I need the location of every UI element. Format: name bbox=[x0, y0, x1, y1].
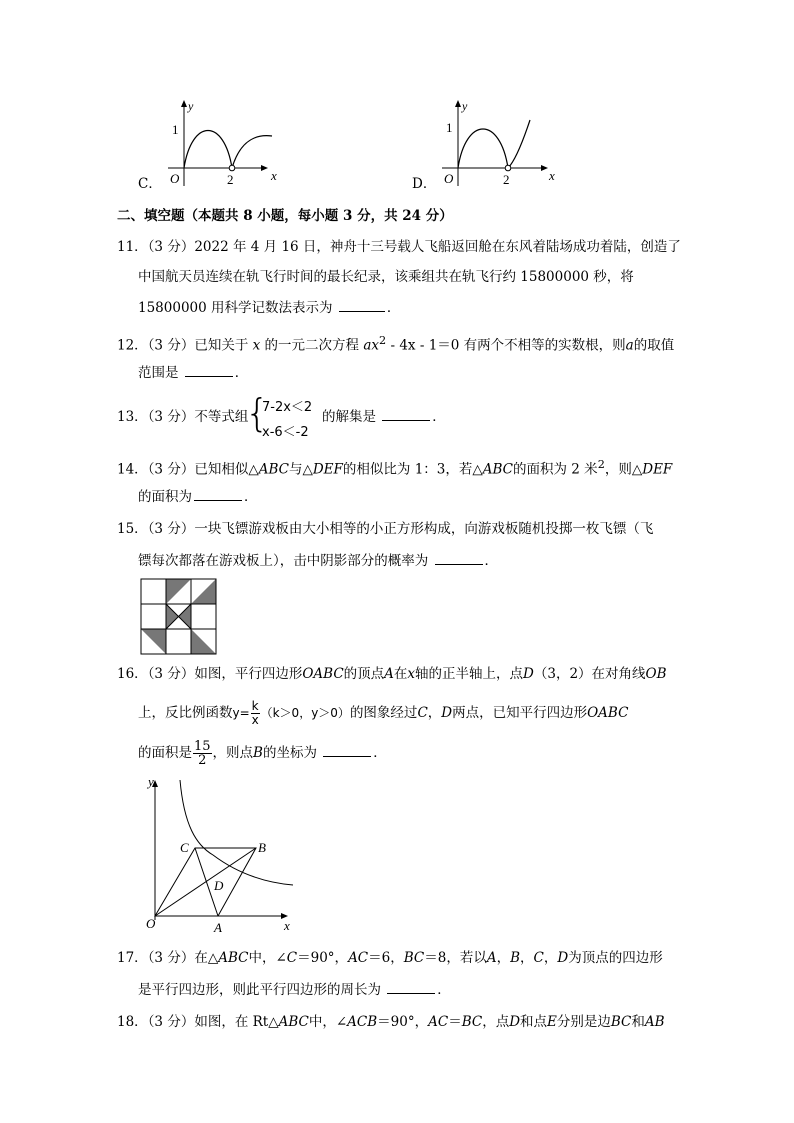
q17-text: ＝90°， bbox=[297, 950, 349, 966]
inequality-1: 7-2x＜2 bbox=[262, 400, 313, 415]
point-d: D bbox=[441, 705, 453, 721]
answer-blank bbox=[339, 310, 385, 312]
option-c-graph bbox=[138, 98, 288, 193]
open-point bbox=[505, 165, 511, 171]
point-b: B bbox=[510, 950, 521, 966]
q14-mid1: 与△ bbox=[288, 461, 313, 478]
q16-line2 bbox=[138, 700, 628, 727]
q15-text2: 镖每次都落在游戏板上），击中阴影部分的概率为 bbox=[138, 553, 429, 569]
point-a: A bbox=[486, 950, 497, 966]
q16-text: 的面积是 bbox=[138, 745, 192, 761]
func-y: y= bbox=[232, 706, 250, 720]
q17-text: 在△ bbox=[194, 950, 219, 966]
q13-number: 13． bbox=[117, 409, 148, 425]
q13-post: 的解集是 bbox=[322, 409, 376, 425]
q11-number: 11． bbox=[117, 239, 148, 255]
q12-score: （3 分） bbox=[147, 337, 195, 354]
option-c-label: C． bbox=[138, 176, 162, 192]
q15-line2 bbox=[138, 551, 498, 571]
point-a: A bbox=[384, 666, 394, 682]
q17-line1 bbox=[117, 948, 663, 968]
q17-comma: ， bbox=[543, 950, 558, 966]
q18-line1 bbox=[117, 1012, 665, 1032]
q18-and: 和 bbox=[631, 1014, 645, 1030]
q16-text: 的坐标为 bbox=[262, 745, 317, 761]
q16-score: （3 分） bbox=[147, 666, 195, 682]
q12-mid: 的一元二次方程 bbox=[264, 337, 360, 354]
q18-text: 如图，在 Rt△ bbox=[194, 1014, 279, 1030]
exp-2: 2 bbox=[379, 334, 387, 347]
q18-text: 中，∠ bbox=[308, 1014, 348, 1030]
q12-end: ． bbox=[234, 365, 249, 381]
section-title: 二、填空题（本题共 8 小题，每小题 3 分，共 24 分） bbox=[117, 208, 453, 224]
system-brace: { bbox=[245, 391, 270, 435]
q16-text: 在 bbox=[393, 666, 408, 682]
side-bc: BC bbox=[610, 1014, 632, 1030]
frac-numerator: k bbox=[251, 699, 259, 713]
q16-line1 bbox=[117, 664, 667, 684]
q13-pre: 不等式组 bbox=[194, 409, 249, 425]
q17-score: （3 分） bbox=[147, 950, 195, 966]
option-d-label: D． bbox=[412, 176, 437, 192]
angle-acb: ACB bbox=[347, 1014, 378, 1030]
diagonal-ob bbox=[155, 848, 256, 916]
q11-score: （3 分） bbox=[147, 239, 195, 255]
q14-pre: 已知相似△ bbox=[194, 461, 259, 478]
q11-line2: 中国航天员连续在轨飞行时间的最长纪录，该乘组共在轨飞行约 15800000 秒，将 bbox=[138, 269, 634, 285]
para-oabc: OABC bbox=[302, 666, 344, 682]
frac-denominator: x bbox=[251, 713, 259, 727]
option-d-graph bbox=[412, 98, 562, 193]
q16-text: 上，反比例函数 bbox=[138, 705, 233, 721]
option-d bbox=[412, 98, 562, 193]
x-arrow bbox=[261, 165, 268, 171]
side-ac: AC bbox=[348, 950, 369, 966]
q12-eq: - 4x - 1＝0 有两个不相等的实数根，则 bbox=[386, 337, 626, 354]
q16-text: 如图，平行四边形 bbox=[194, 666, 303, 682]
q16-text: 的图象经过 bbox=[349, 705, 418, 721]
q14-text2: 的面积为 bbox=[138, 489, 192, 505]
option-c bbox=[138, 98, 288, 193]
q16-text: （3，2）在对角线 bbox=[533, 666, 646, 682]
tri-def2: DEF bbox=[642, 461, 673, 478]
c-label: C bbox=[180, 840, 189, 855]
q17-comma: ， bbox=[496, 950, 511, 966]
q18-score: （3 分） bbox=[147, 1014, 195, 1030]
q12-tail: 的取值 bbox=[633, 337, 675, 354]
diag-ob: OB bbox=[645, 666, 667, 682]
answer-blank bbox=[194, 499, 242, 501]
shaded-triangle bbox=[166, 604, 179, 629]
point-b: B bbox=[253, 745, 263, 761]
q13-end: ． bbox=[432, 409, 446, 425]
var-x: x bbox=[407, 666, 416, 682]
side-ac: AC bbox=[428, 1014, 449, 1030]
a-label: A bbox=[214, 920, 222, 935]
y-arrow bbox=[181, 100, 187, 107]
q11-text3: 15800000 用科学记数法表示为 bbox=[138, 300, 333, 316]
q18-text: 分别是边 bbox=[556, 1014, 611, 1030]
frac-numerator: 15 bbox=[194, 739, 211, 754]
q18-text: ＝90°， bbox=[377, 1014, 429, 1030]
shaded-triangle bbox=[141, 629, 166, 654]
d-label: D bbox=[214, 878, 224, 893]
q14-end: ． bbox=[244, 489, 258, 505]
tri-abc: ABC bbox=[258, 461, 289, 478]
var-x: x bbox=[252, 337, 261, 354]
q18-eq: ＝ bbox=[448, 1014, 462, 1030]
inequality-2: x-6＜-2 bbox=[262, 425, 309, 440]
q13-line1 bbox=[117, 407, 248, 427]
q11-text1: 2022 年 4 月 16 日，神舟十三号载人飞船返回舱在东风着陆场成功着陆，创造了 bbox=[194, 239, 681, 255]
answer-blank bbox=[323, 755, 371, 757]
two-label: 2 bbox=[227, 172, 234, 187]
q14-line1 bbox=[117, 455, 672, 480]
q17-end: ． bbox=[437, 982, 451, 998]
x-label: x bbox=[271, 168, 277, 183]
q16-number: 16． bbox=[117, 666, 148, 682]
q12-line1 bbox=[117, 331, 674, 356]
q12-text2: 范围是 bbox=[138, 365, 179, 381]
answer-blank bbox=[185, 375, 233, 377]
x-arrow bbox=[541, 165, 548, 171]
q17-number: 17． bbox=[117, 950, 148, 966]
q17-text2: 是平行四边形，则此平行四边形的周长为 bbox=[138, 982, 381, 998]
q12-line2 bbox=[138, 363, 248, 383]
point-c: C bbox=[417, 705, 428, 721]
tri-abc: ABC bbox=[218, 950, 249, 966]
q17-text: ＝8，若以 bbox=[424, 950, 487, 966]
q16-end: ． bbox=[373, 745, 387, 761]
q17-text: ＝6， bbox=[368, 950, 404, 966]
point-d: D bbox=[509, 1014, 521, 1030]
tri-abc2: ABC bbox=[482, 461, 514, 478]
answer-blank bbox=[435, 563, 483, 565]
q17-text: 中，∠ bbox=[248, 950, 287, 966]
open-point bbox=[229, 165, 235, 171]
point-e: E bbox=[547, 1014, 557, 1030]
q11-end: ． bbox=[386, 300, 401, 316]
q15-line1 bbox=[117, 519, 653, 539]
y-label: y bbox=[188, 99, 194, 113]
o-label: O bbox=[146, 916, 156, 931]
origin-label: O bbox=[170, 171, 180, 186]
q17-comma: ， bbox=[520, 950, 534, 966]
q14-line2 bbox=[138, 487, 258, 507]
q15-number: 15． bbox=[117, 521, 148, 537]
x-label: x bbox=[549, 168, 555, 183]
fraction-15-over-2 bbox=[193, 740, 212, 767]
var-x2: x bbox=[371, 337, 380, 354]
q12-number: 12． bbox=[117, 337, 148, 354]
answer-blank bbox=[382, 419, 430, 421]
answer-blank bbox=[387, 992, 435, 994]
var-a2: a bbox=[625, 337, 634, 354]
two-label: 2 bbox=[503, 172, 510, 187]
angle-c: C bbox=[286, 950, 298, 966]
q15-end: ． bbox=[484, 553, 499, 569]
q15-text1: 一块飞镖游戏板由大小相等的小正方形构成，向游戏板随机投掷一枚飞镖（飞 bbox=[194, 521, 654, 537]
one-label: 1 bbox=[172, 122, 179, 137]
x-label: x bbox=[284, 918, 290, 933]
shaded-triangle bbox=[166, 579, 191, 604]
q18-number: 18． bbox=[117, 1014, 148, 1030]
q16-comma: ， bbox=[427, 705, 442, 721]
para-oabc: OABC bbox=[587, 705, 629, 721]
tri-abc: ABC bbox=[278, 1014, 309, 1030]
q12-pre: 已知关于 bbox=[194, 337, 249, 354]
frac-denominator: 2 bbox=[198, 753, 207, 768]
q13-score: （3 分） bbox=[147, 409, 195, 425]
one-label: 1 bbox=[446, 120, 453, 135]
exp-2: 2 bbox=[597, 458, 605, 471]
side-ab: AB bbox=[644, 1014, 665, 1030]
q14-mid3: 的面积为 2 米 bbox=[513, 461, 598, 478]
y-label: y bbox=[148, 774, 154, 789]
q16-text: 轴的正半轴上，点 bbox=[415, 666, 524, 682]
q14-mid2: 的相似比为 1：3，若△ bbox=[342, 461, 483, 478]
q18-text: 和点 bbox=[520, 1014, 548, 1030]
q15-score: （3 分） bbox=[147, 521, 195, 537]
tri-def: DEF bbox=[312, 461, 343, 478]
shaded-triangle bbox=[191, 579, 216, 604]
shaded-triangle bbox=[191, 629, 216, 654]
point-d: D bbox=[557, 950, 569, 966]
var-a: a bbox=[363, 337, 372, 354]
curve-c bbox=[184, 131, 272, 169]
func-condition: （k＞0，y＞0） bbox=[260, 706, 350, 720]
q16-figure bbox=[138, 770, 313, 940]
hyperbola bbox=[180, 780, 293, 885]
shaded-triangle bbox=[179, 604, 192, 629]
q16-line3 bbox=[138, 740, 387, 767]
q16-text: ，则点 bbox=[212, 745, 254, 761]
side-bc: BC bbox=[461, 1014, 483, 1030]
fraction-k-over-x bbox=[251, 700, 260, 727]
origin-label: O bbox=[444, 171, 454, 186]
q14-score: （3 分） bbox=[147, 461, 195, 478]
q11-line3 bbox=[138, 298, 400, 318]
q17-line2 bbox=[138, 980, 451, 1000]
q16-text: 的顶点 bbox=[343, 666, 385, 682]
q14-number: 14． bbox=[117, 461, 148, 478]
q18-text: ，点 bbox=[482, 1014, 510, 1030]
y-label: y bbox=[462, 99, 468, 113]
curve-d bbox=[458, 120, 530, 168]
dartboard-figure bbox=[140, 578, 220, 658]
q11-line1 bbox=[117, 237, 681, 257]
q13-line1-tail bbox=[322, 407, 446, 427]
side-bc: BC bbox=[403, 950, 425, 966]
q17-text: 为顶点的四边形 bbox=[568, 950, 663, 966]
q14-mid4: ，则△ bbox=[604, 461, 643, 478]
point-c: C bbox=[533, 950, 544, 966]
y-arrow bbox=[455, 100, 461, 107]
q16-text: 两点，已知平行四边形 bbox=[452, 705, 588, 721]
point-d: D bbox=[523, 666, 534, 682]
b-label: B bbox=[258, 840, 266, 855]
